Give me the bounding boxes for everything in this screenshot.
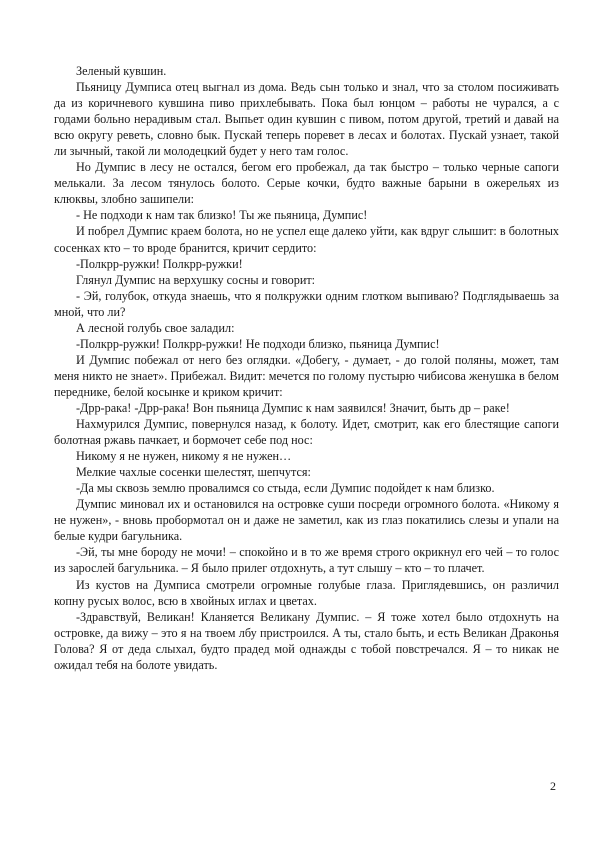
paragraph: А лесной голубь свое заладил: xyxy=(76,320,235,335)
page-number: 2 xyxy=(550,779,556,793)
paragraph: Нахмурился Думпис, повернулся назад, к болоту. Идет, смотрит, как его блестящие сапоги болотная ржавь пачкает, и бормочет себе под нос: xyxy=(54,417,559,448)
paragraph: -Здравствуй, Великан! Кланяется Великану Думпис. – Я тоже хотел было отдохнуть на островке, да вижу – это я на твоем лбу пристроился. А ты, стало быть, и есть Великан Драконья Голова? Я от деда слыхал, будто прадед мой однажды с тобой повстречался. Я – то никак не ожидал тебя на болоте увидать. xyxy=(54,609,559,672)
paragraph: Никому я не нужен, никому я не нужен… xyxy=(76,449,292,464)
paragraph: Мелкие чахлые сосенки шелестят, шепчутся: xyxy=(76,465,311,480)
paragraph: Думпис миновал их и остановился на островке суши посреди огромного болота. «Никому я не нужен», - вновь пробормотал он и даже не заметил, как из глаз покатились слезы и упали на белые кудри багульника. xyxy=(54,497,559,544)
paragraph: Но Думпис в лесу не остался, бегом его пробежал, да так быстро – только черные сапоги мелькали. За лесом тянулось болото. Серые кочки, будто важные барыни в ожерельях из клюквы, злобно зашипели: xyxy=(54,160,559,207)
paragraph: -Дрр-рака! -Дрр-рака! Вон пьяница Думпис к нам заявился! Значит, быть др – раке! xyxy=(76,400,510,415)
paragraph: - Не подходи к нам так близко! Ты же пьяница, Думпис! xyxy=(76,208,368,223)
paragraph: -Да мы сквозь землю провалимся со стыда, если Думпис подойдет к нам близко. xyxy=(76,481,495,496)
story-text xyxy=(54,63,559,673)
paragraph: -Полкрр-ружки! Полкрр-ружки! Не подходи близко, пьяница Думпис! xyxy=(76,336,440,351)
paragraph: И побрел Думпис краем болота, но не успел еще далеко уйти, как вдруг слышит: в болотных сосенках кто – то вроде бранится, кричит сердито: xyxy=(54,224,559,255)
paragraph: - Эй, голубок, откуда знаешь, что я полкружки одним глотком выпиваю? Подглядываешь за мной, что ли? xyxy=(54,288,559,319)
story-title: Зеленый кувшин. xyxy=(76,64,167,78)
paragraph: И Думпис побежал от него без оглядки. «Добегу, - думает, - до голой поляны, может, там меня никто не знает». Прибежал. Видит: мечется по голому пустырю чибисова женушка в белом переднике, белой косынке и криком кричит: xyxy=(54,352,559,399)
paragraph: -Эй, ты мне бороду не мочи! – спокойно и в то же время строго окрикнул его чей – то голос из зарослей багульника. – Я было прилег отдохнуть, а тут слышу – кто – то плачет. xyxy=(54,545,559,576)
paragraph: Глянул Думпис на верхушку сосны и говорит: xyxy=(76,272,316,287)
paragraph: Из кустов на Думписа смотрели огромные голубые глаза. Приглядевшись, он различил копну русых волос, всю в хвойных иглах и цветах. xyxy=(54,577,559,608)
paragraph: -Полкрр-ружки! Полкрр-ружки! xyxy=(76,256,243,271)
paragraph: Пьяницу Думписа отец выгнал из дома. Ведь сын только и знал, что за столом посиживать да из коричневого кувшина пиво прихлебывать. Пока был юнцом – работы не чурался, а с годами больно нерадивым стал. Выпьет один кувшин с пивом, потом другой, третий и давай на всю округу реветь, словно бык. Пускай теперь поревет в лесах и болотах. Пускай узнает, такой ли зычный, такой ли молодецкий будет у него там голос. xyxy=(54,80,559,159)
